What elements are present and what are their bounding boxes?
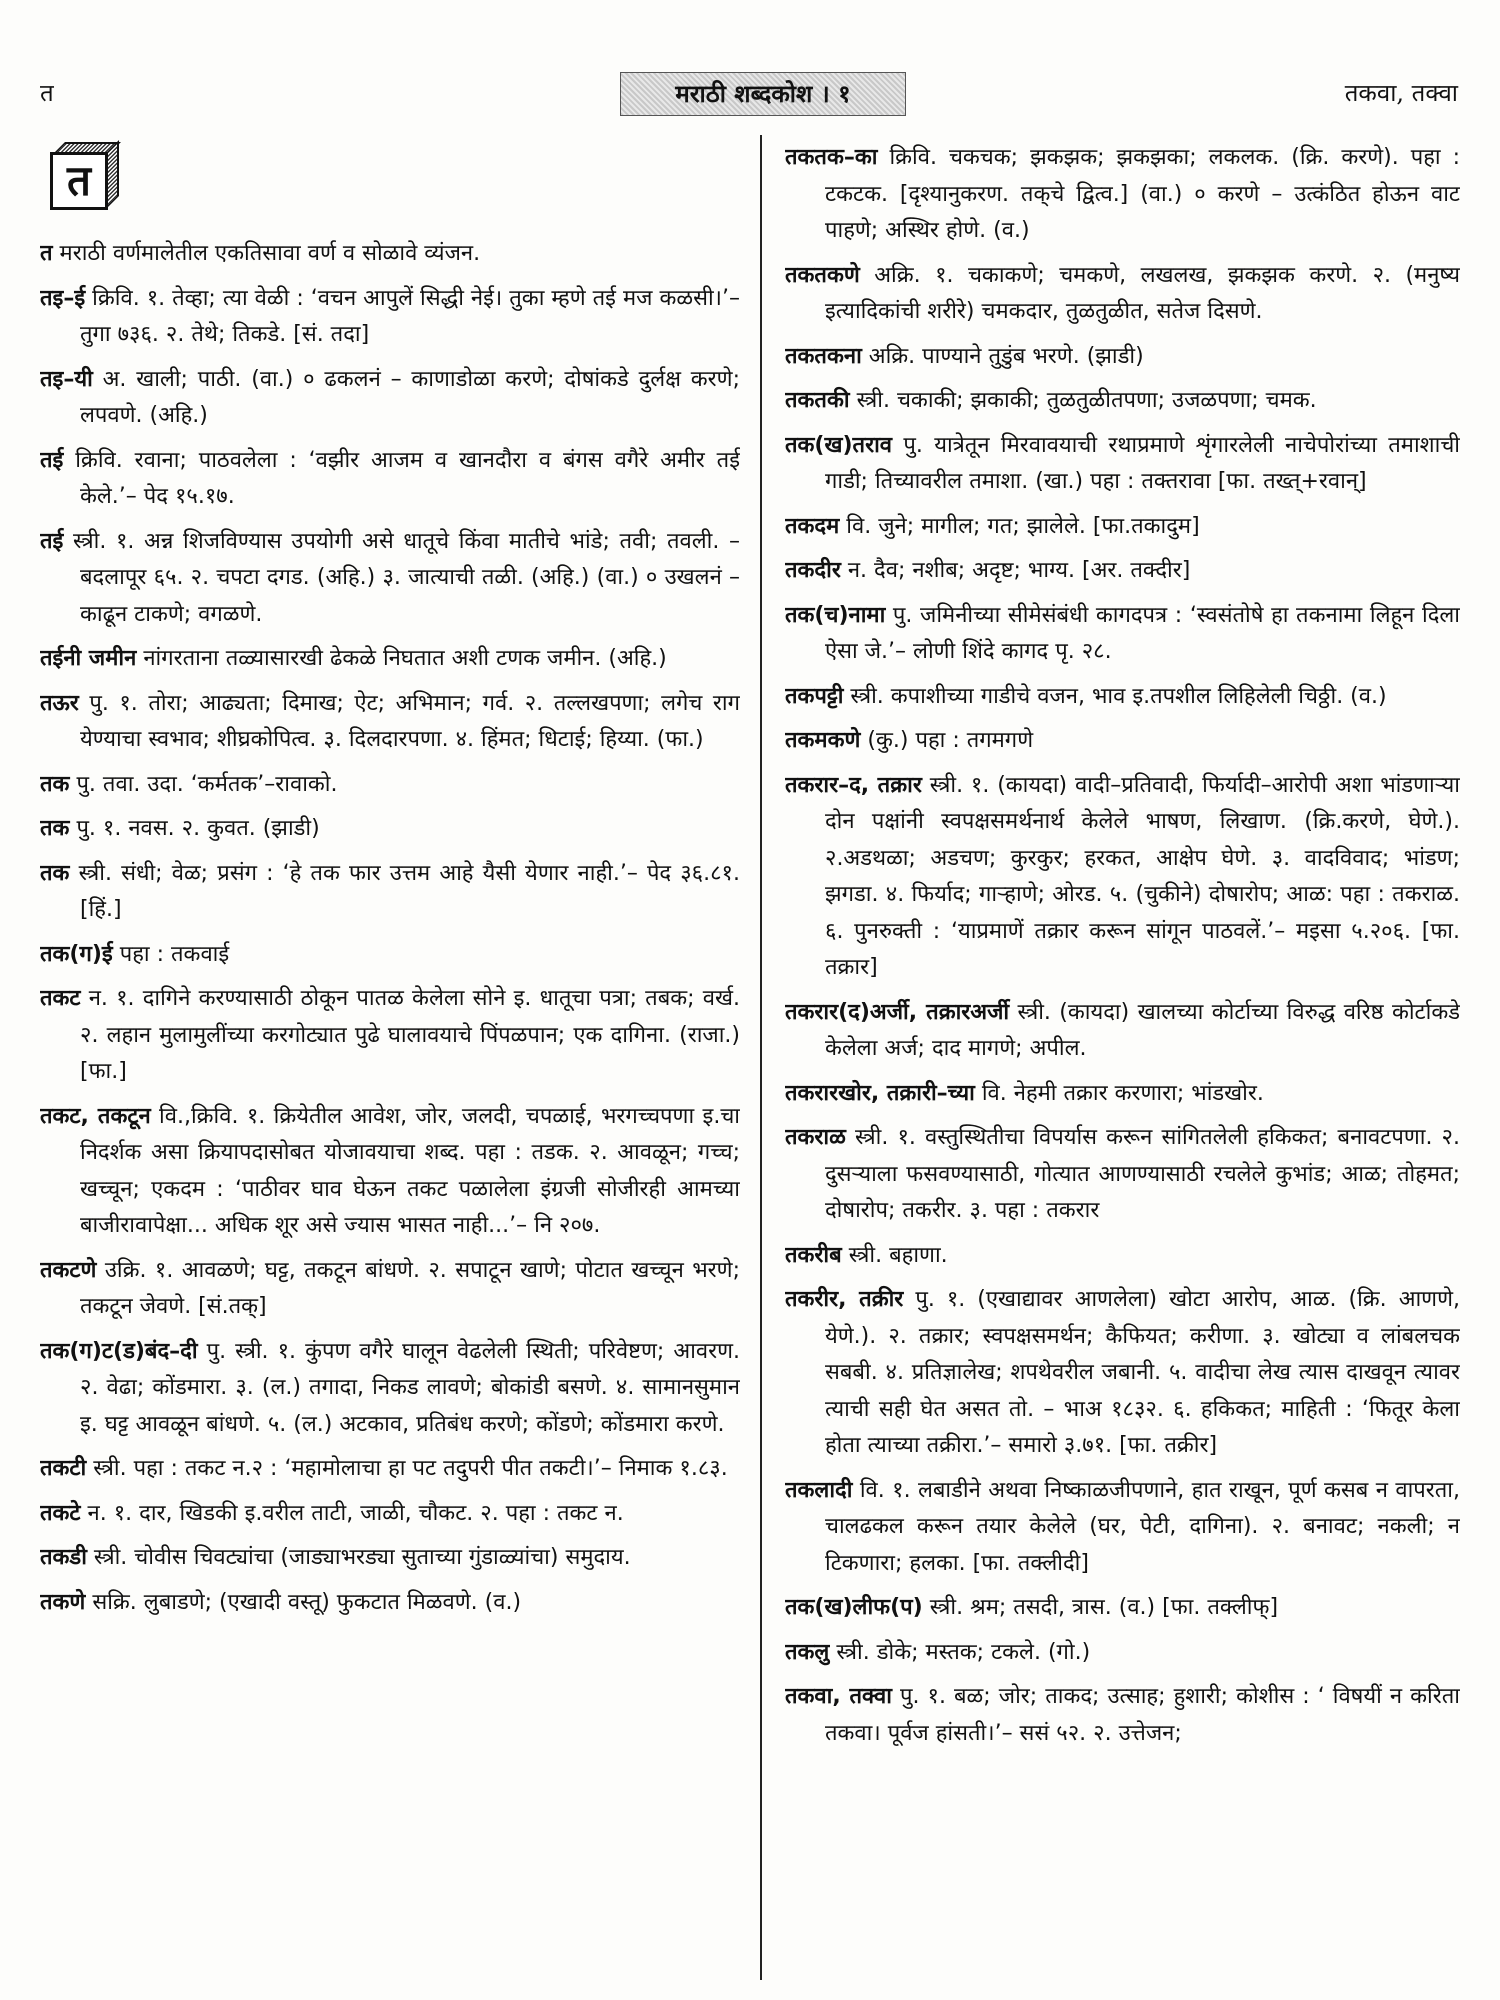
entry-headword: तकदम xyxy=(785,513,840,539)
dictionary-entry xyxy=(40,1496,740,1533)
dictionary-entry xyxy=(40,1253,740,1326)
entry-definition: स्त्री. १. वस्तुस्थितीचा विपर्यास करून सांगितलेली हकिकत; बनावटपणा. २. दुसऱ्याला फसवण्यासाठी, गोत्यात आणण्यासाठी रचलेले कुभांड; आळ; तोहमत; दोषारोप; तकरीर. ३. पहा : तकरार xyxy=(825,1125,1460,1223)
entry-definition: स्त्री. पहा : तकट न.२ : ‘महामोलाचा हा पट तदुपरी पीत तकटी।’– निमाक १.८३. xyxy=(93,1456,728,1481)
entry-headword: तकलु xyxy=(785,1639,830,1665)
entry-definition: स्त्री. संधी; वेळ; प्रसंग : ‘हे तक फार उत्तम आहे यैसी येणार नाही.’– पेद ३६.८१. [हिं.] xyxy=(78,860,740,922)
left-column xyxy=(40,150,740,1980)
entry-definition: वि. १. लबाडीने अथवा निष्काळजीपणाने, हात राखून, पूर्ण कसब न वापरता, चालढकल करून तयार केलेले (घर, पेटी, दागिना). २. बनावट; नकली; न टिकणारा; हलका. [फा. तक्लीदी] xyxy=(825,1477,1460,1576)
entry-definition: न. दैव; नशीब; अदृष्ट; भाग्य. [अर. तक्दीर] xyxy=(847,558,1191,583)
dictionary-entry xyxy=(785,1590,1460,1627)
entry-headword: तकरीर, तक्रीर xyxy=(785,1287,904,1312)
dictionary-entry xyxy=(40,1540,740,1577)
dictionary-entry xyxy=(785,1635,1460,1672)
dictionary-entry xyxy=(40,524,740,634)
entry-headword: तकवा, तक्वा xyxy=(785,1684,892,1709)
entry-definition: मराठी वर्णमालेतील एकतिसावा वर्ण व सोळावे व्यंजन. xyxy=(59,241,481,266)
entry-headword: तक xyxy=(40,816,70,841)
entry-headword: तईनी जमीन xyxy=(40,646,137,671)
dictionary-entry xyxy=(785,428,1460,501)
entry-headword: तकमकणे xyxy=(785,728,861,753)
entry-headword: तकरार–द, तक्रार xyxy=(785,772,922,798)
entry-headword: तक(च)नामा xyxy=(785,602,886,628)
dictionary-entry xyxy=(785,679,1460,716)
entry-definition: पु. १. तोरा; आढ्यता; दिमाख; ऐट; अभिमान; गर्व. २. तल्लखपणा; लगेच राग येण्याचा स्वभाव; शीघ्रकोपित्व. ३. दिलदारपणा. ४. हिंमत; धिटाई; हिय्या. (फा.) xyxy=(80,690,740,752)
entry-headword: तकदीर xyxy=(785,558,841,583)
entry-definition: पु. १. बळ; जोर; ताकद; उत्साह; हुशारी; कोशीस : ‘ विषयीं न करिता तकवा। पूर्वज हांसती।’– ससं ५२. २. उत्तेजन; xyxy=(825,1684,1460,1746)
section-letter: त xyxy=(50,152,108,210)
entry-definition: क्रिवि. रवाना; पाठवलेला : ‘वझीर आजम व खानदौरा व बंगस वगैरे अमीर तई केले.’– पेद १५.१७. xyxy=(75,447,740,509)
entry-definition: पु. यात्रेतून मिरवावयाची रथाप्रमाणे शृंगारलेली नाचेपोरांच्या तमाशाची गाडी; तिच्यावरील तमाशा. (खा.) पहा : तक्तरावा [फा. तख्त्+रवान्] xyxy=(825,432,1460,494)
dictionary-entry xyxy=(785,1238,1460,1275)
entry-headword: तकतकना xyxy=(785,343,862,369)
dictionary-entry xyxy=(40,856,740,929)
entry-headword: तइ–यी xyxy=(40,366,93,392)
entry-definition: नांगरताना तळ्यासारखी ढेकळे निघतात अशी टणक जमीन. (अहि.) xyxy=(143,646,667,671)
entry-headword: तइ–ई xyxy=(40,285,86,311)
dictionary-entry xyxy=(785,383,1460,420)
entry-definition: स्त्री. कपाशीच्या गाडीचे वजन, भाव इ.तपशील लिहिलेली चिठ्ठी. (व.) xyxy=(850,683,1387,709)
column-divider xyxy=(760,135,762,1980)
entry-headword: तकलादी xyxy=(785,1477,853,1503)
entry-headword: तई xyxy=(40,447,64,473)
entry-headword: तकटणे xyxy=(40,1257,97,1283)
entry-definition: न. १. दार, खिडकी इ.वरील ताटी, जाळी, चौकट. २. पहा : तकट न. xyxy=(87,1500,624,1526)
entry-definition: क्रिवि. चकचक; झकझक; झकझका; लकलक. (क्रि. करणे). पहा : टकटक. [दृश्यानुकरण. तक्‌चे द्वित्व.] (वा.) ० करणे – उत्कंठित होऊन वाट पाहणे; अस्थिर होणे. (व.) xyxy=(825,145,1460,243)
dictionary-entry xyxy=(785,140,1460,250)
entry-headword: तकरारखोर, तक्रारी–च्या xyxy=(785,1080,975,1106)
page-title: मराठी शब्दकोश । १ xyxy=(620,72,906,116)
entry-definition: वि. जुने; मागील; गत; झालेले. [फा.तकादुम] xyxy=(846,513,1200,539)
dictionary-entry xyxy=(785,1473,1460,1583)
entry-definition: अक्रि. १. चकाकणे; चमकणे, लखलख, झकझक करणे. २. (मनुष्य इत्यादिकांची शरीरे) चमकदार, तुळतुळीत, सतेज दिसणे. xyxy=(825,262,1460,324)
entry-headword: तकटी xyxy=(40,1456,87,1481)
entry-definition: स्त्री. १. अन्न शिजविण्यास उपयोगी असे धातूचे किंवा मातीचे भांडे; तवी; तवली. – बदलापूर ६५. २. चपटा दगड. (अहि.) ३. जात्याची तळी. (अहि.) (वा.) ० उखलनं – काढून टाकणे; वगळणे. xyxy=(72,528,740,627)
entry-headword: तकट xyxy=(40,986,81,1011)
guide-word: तकवा, तक्वा xyxy=(1344,79,1458,107)
entry-definition: क्रिवि. १. तेव्हा; त्या वेळी : ‘वचन आपुलें सिद्धी नेई। तुका म्हणे तई मज कळसी।’– तुगा ७३६. २. तेथे; तिकडे. [सं. तदा] xyxy=(80,285,740,347)
dictionary-entry xyxy=(785,598,1460,671)
entry-headword: तकरार(द)अर्जी, तक्रारअर्जी xyxy=(785,999,1010,1025)
entry-headword: तई xyxy=(40,528,64,554)
entry-definition: न. १. दागिने करण्यासाठी ठोकून पातळ केलेला सोने इ. धातूचा पत्रा; तबक; वर्ख. २. लहान मुलामुलींच्या करगोट्यात पुढे घालावयाचे पिंपळपान; एक दागिना. (राजा.) [फा.] xyxy=(80,986,740,1084)
dictionary-entry xyxy=(40,281,740,354)
dictionary-entry xyxy=(40,981,740,1091)
entry-headword: तकतक–का xyxy=(785,145,878,170)
dictionary-entry xyxy=(40,362,740,435)
dictionary-entry xyxy=(785,1679,1460,1752)
dictionary-entry xyxy=(40,1451,740,1488)
entry-headword: तकडी xyxy=(40,1545,87,1570)
entry-definition: पु. १. (एखाद्यावर आणलेला) खोटा आरोप, आळ. (क्रि. आणणे, येणे.). २. तक्रार; स्वपक्षसमर्थन; कैफियत; करीणा. ३. खोट्या व लांबलचक सबबी. ४. प्रतिज्ञालेख; शपथेवरील जबानी. ५. वादीचा लेख त्यास दाखवून त्यावर त्याची सही घेत असत तो. – भाअ १८३२. ६. हकिकत; माहिती : ‘फितूर केला होता त्याच्या तक्रीरा.’– समारो ३.७१. [फा. तक्रीर] xyxy=(825,1287,1460,1458)
entry-headword: तकतकणे xyxy=(785,262,860,288)
entry-headword: तकराळ xyxy=(785,1125,846,1150)
dictionary-entry xyxy=(785,553,1460,590)
entry-definition: स्त्री. चकाकी; झकाकी; तुळतुळीतपणा; उजळपणा; चमक. xyxy=(856,388,1317,413)
dictionary-entry xyxy=(785,1076,1460,1113)
dictionary-entry xyxy=(40,641,740,678)
entry-definition: पु. १. नवस. २. कुवत. (झाडी) xyxy=(76,816,320,841)
entry-headword: तकट, तकटून xyxy=(40,1103,151,1129)
entry-definition: पु. जमिनीच्या सीमेसंबंधी कागदपत्र : ‘स्वसंतोषे हा तकनामा लिहून दिला ऐसा जे.’– लोणी शिंदे कागद पृ. २८. xyxy=(825,602,1460,664)
right-column xyxy=(785,140,1460,1970)
entry-definition: वि.,क्रिवि. १. क्रियेतील आवेश, जोर, जलदी, चपळाई, भरगच्चपणा इ.चा निदर्शक असा क्रियापदासोबत योजावयाचा शब्द. पहा : तडक. २. आवळून; गच्च; खच्चून; एकदम : ‘पाठीवर घाव घेऊन तकट पळालेला इंग्रजी सोजीरही आमच्या बाजीरावापेक्षा... अधिक शूर असे ज्यास भासत नाही...’– नि २०७. xyxy=(80,1103,740,1238)
page-letter: त xyxy=(40,79,54,107)
entry-headword: तकतकी xyxy=(785,388,850,413)
dictionary-entry xyxy=(785,1120,1460,1230)
dictionary-entry xyxy=(785,768,1460,987)
entry-definition: स्त्री. १. (कायदा) वादी–प्रतिवादी, फिर्यादी–आरोपी अशा भांडणाऱ्या दोन पक्षांनी स्वपक्षसमर्थनार्थ केलेले भाषण, लिखाण. (क्रि.करणे, घेणे.). २.अडथळा; अडचण; कुरकुर; हरकत, आक्षेप घेणे. ३. वादविवाद; भांडण; झगडा. ४. फिर्याद; गाऱ्हाणे; ओरड. ५. (चुकीने) दोषारोप; आळ: पहा : तकराळ. ६. पुनरुक्ती : ‘याप्रमाणें तक्रार करून सांगून पाठवलें.’– मइसा ५.२०६. [फा. तक्रार] xyxy=(825,772,1460,980)
entry-headword: त xyxy=(40,241,53,266)
dictionary-entry xyxy=(40,443,740,516)
entry-definition: अ. खाली; पाठी. (वा.) ० ढकलनं – काणाडोळा करणे; दोषांकडे दुर्लक्ष करणे; लपवणे. (अहि.) xyxy=(80,366,740,428)
dictionary-entry xyxy=(785,258,1460,331)
entry-definition: पु. स्त्री. १. कुंपण वगैरे घालून वेढलेली स्थिती; परिवेष्टण; आवरण. २. वेढा; कोंडमारा. ३. (ल.) तगादा, निकड लावणे; बोकांडी बसणे. ४. सामानसुमान इ. घट्ट आवळून बांधणे. ५. (ल.) अटकाव, प्रतिबंध करणे; कोंडणे; कोंडमारा करणे. xyxy=(80,1338,740,1437)
dictionary-entry xyxy=(785,1282,1460,1465)
entry-definition: पु. तवा. उदा. ‘कर्मतक’–रावाको. xyxy=(76,771,338,797)
dictionary-entry xyxy=(785,995,1460,1068)
dictionary-entry xyxy=(40,1585,740,1622)
entry-headword: तक(ग)ट(ड)बंद–दी xyxy=(40,1338,198,1364)
dictionary-entry xyxy=(785,723,1460,760)
entry-definition: स्त्री. डोके; मस्तक; टकले. (गो.) xyxy=(836,1639,1091,1665)
entry-headword: तक xyxy=(40,860,70,886)
entry-headword: तकणे xyxy=(40,1589,86,1615)
dictionary-entry xyxy=(40,686,740,759)
dictionary-entry xyxy=(40,1099,740,1245)
entry-definition: (कु.) पहा : तगमगणे xyxy=(867,728,1034,753)
entry-definition: स्त्री. बहाणा. xyxy=(848,1242,948,1268)
entry-headword: तऊर xyxy=(40,690,79,716)
entry-definition: स्त्री. श्रम; तसदी, त्रास. (व.) [फा. तक्लीफ्] xyxy=(929,1595,1279,1620)
entry-headword: तकपट्टी xyxy=(785,683,844,709)
entry-headword: तकटे xyxy=(40,1500,81,1526)
dictionary-entry xyxy=(40,767,740,804)
dictionary-entry xyxy=(40,236,740,273)
entry-definition: अक्रि. पाण्याने तुडुंब भरणे. (झाडी) xyxy=(868,343,1144,369)
entry-headword: तक(ख)लीफ(प) xyxy=(785,1595,923,1620)
dictionary-entry xyxy=(40,937,740,974)
dictionary-entry xyxy=(40,811,740,848)
entry-definition: उक्रि. १. आवळणे; घट्ट, तकटून बांधणे. २. सपाटून खाणे; पोटात खच्चून भरणे; तकटून जेवणे. [सं.तक्] xyxy=(80,1257,740,1319)
entry-definition: सक्रि. लुबाडणे; (एखादी वस्तू) फुकटात मिळवणे. (व.) xyxy=(92,1589,522,1615)
dictionary-entry xyxy=(785,339,1460,376)
entry-headword: तक(ग)ई xyxy=(40,941,113,967)
entry-definition: स्त्री. चोवीस चिवट्यांचा (जाड्याभरड्या सुताच्या गुंडाळ्यांचा) समुदाय. xyxy=(93,1545,631,1570)
dictionary-entry xyxy=(785,509,1460,546)
dictionary-entry xyxy=(40,1334,740,1444)
entry-definition: वि. नेहमी तक्रार करणारा; भांडखोर. xyxy=(981,1080,1264,1106)
entry-definition: पहा : तकवाई xyxy=(119,941,230,967)
entry-headword: तक(ख)तराव xyxy=(785,432,893,458)
entry-definition: स्त्री. (कायदा) खालच्या कोर्टाच्या विरुद्ध वरिष्ठ कोर्टाकडे केलेला अर्ज; दाद मागणे; अपील. xyxy=(825,999,1460,1061)
entry-headword: तकरीब xyxy=(785,1242,842,1268)
entry-headword: तक xyxy=(40,771,70,797)
